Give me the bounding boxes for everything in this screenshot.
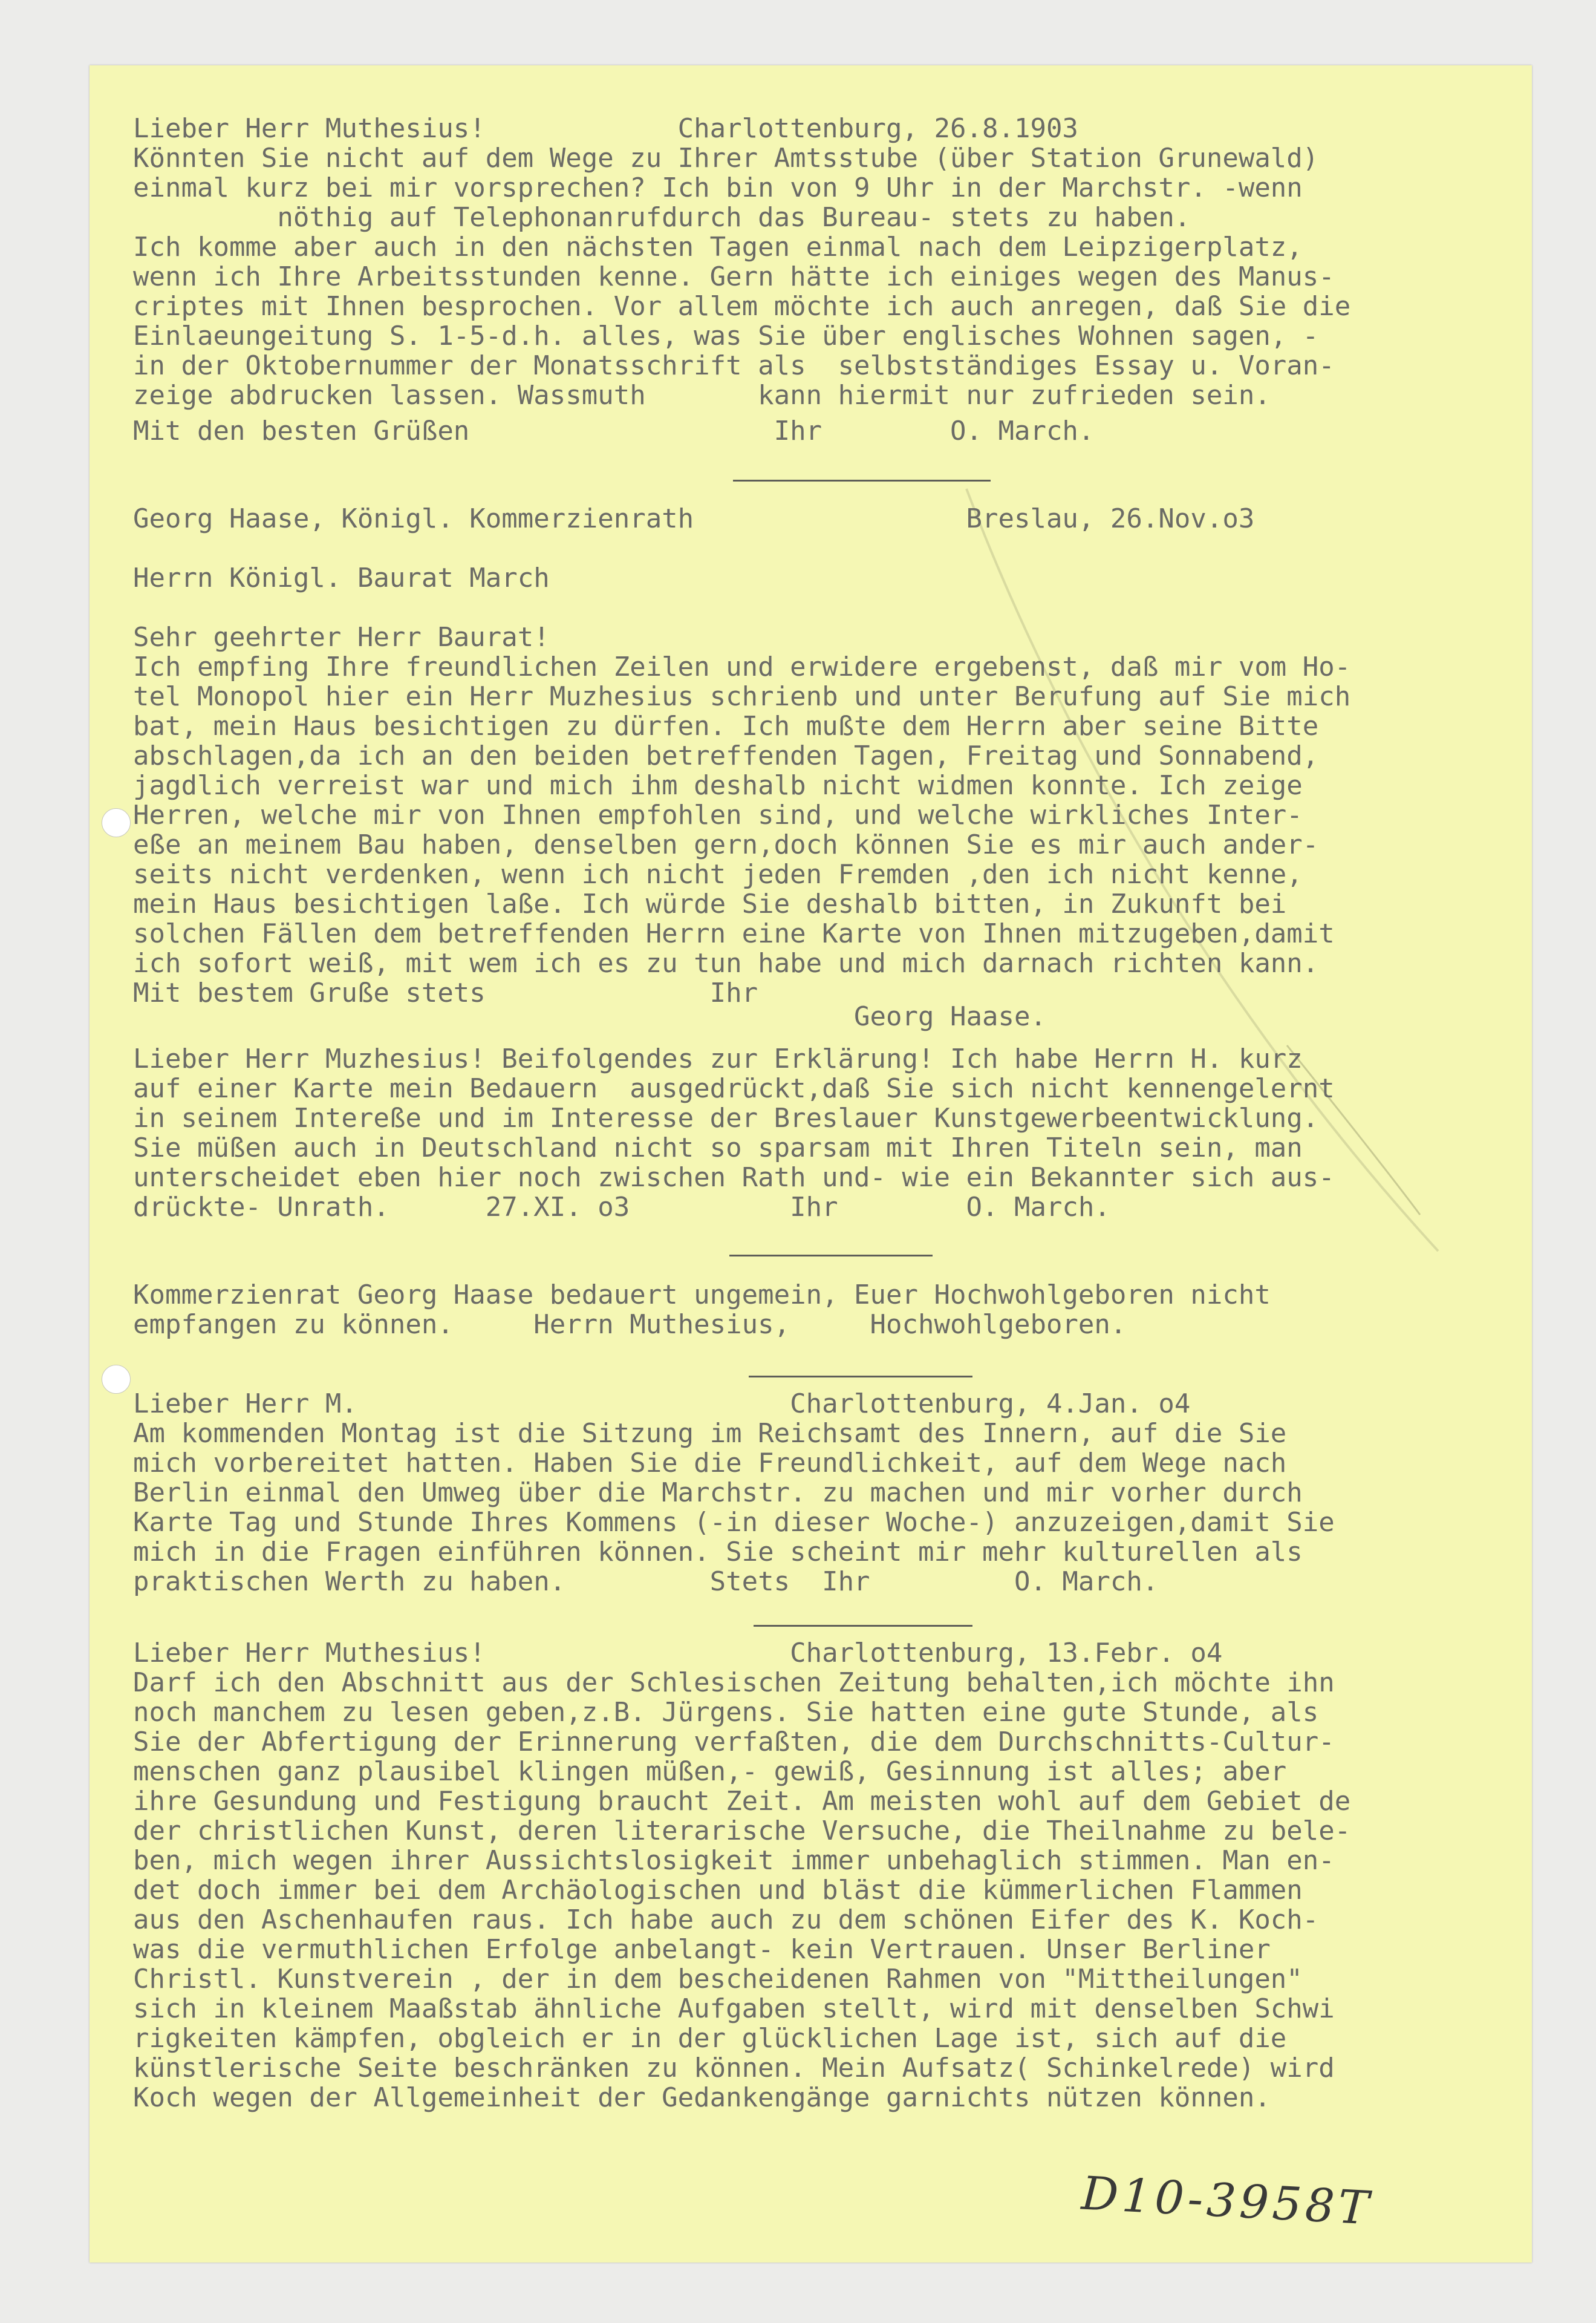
letter1-line-10: zeige abdrucken lassen. Wassmuth kann hiermit nur zufrieden sein. [133,380,1271,411]
separator-rule [733,480,991,482]
punch-hole-upper [102,808,131,837]
note1-line-3: in seinem Intereße und im Interesse der Breslauer Kunstgewerbeentwicklung. [133,1103,1319,1134]
letter3-line-3: mich vorbereitet hatten. Haben Sie die Freundlichkeit, auf dem Wege nach [133,1448,1287,1478]
letter4-line-16: Koch wegen der Allgemeinheit der Gedankengänge garnichts nützen können. [133,2082,1271,2113]
letter2-line-14: mein Haus besichtigen laße. Ich würde Sie deshalb bitten, in Zukunft bei [133,889,1287,920]
letter2-line-17: Mit bestem Gruße stets Ihr [133,978,758,1008]
document-page [90,65,1532,2263]
letter2-line-18: Georg Haase. [133,1001,1046,1032]
letter2-line-15: solchen Fällen dem betreffenden Herrn eine Karte von Ihnen mitzugeben,damit [133,918,1335,949]
letter2-line-16: ich sofort weiß, mit wem ich es zu tun habe und mich darnach richten kann. [133,948,1319,979]
letter4-line-2: Darf ich den Abschnitt aus der Schlesischen Zeitung behalten,ich möchte ihn [133,1667,1335,1698]
letter1-line-1: Lieber Herr Muthesius! Charlottenburg, 26.8.1903 [133,113,1078,144]
letter2-line-7: tel Monopol hier ein Herr Muzhesius schrienb und unter Berufung auf Sie mich [133,681,1351,712]
letter4-line-5: menschen ganz plausibel klingen müßen,- gewiß, Gesinnung ist alles; aber [133,1756,1287,1787]
letter1-line-2: Könnten Sie nicht auf dem Wege zu Ihrer Amtsstube (über Station Grunewald) [133,143,1319,174]
letter3-line-1: Lieber Herr M. Charlottenburg, 4.Jan. o4 [133,1388,1191,1419]
note1-line-1: Lieber Herr Muzhesius! Beifolgendes zur Erklärung! Ich habe Herrn H. kurz [133,1044,1303,1074]
note1-line-2: auf einer Karte mein Bedauern ausgedrückt,daß Sie sich nicht kennengelernt [133,1073,1335,1104]
letter4-line-12: Christl. Kunstverein , der in dem bescheidenen Rahmen von "Mittheilungen" [133,1964,1303,1995]
separator-rule [729,1255,933,1256]
letter4-line-11: was die vermuthlichen Erfolge anbelangt- kein Vertrauen. Unser Berliner [133,1934,1271,1965]
letter4-line-4: Sie der Abfertigung der Erinnerung verfaßten, die dem Durchschnitts-Cultur- [133,1727,1335,1757]
letter1-line-6: wenn ich Ihre Arbeitsstunden kenne. Gern hätte ich einiges wegen des Manus- [133,261,1335,292]
separator-rule [749,1376,972,1377]
letter1-line-8: Einlaeungeitung S. 1-5-d.h. alles, was Sie über englisches Wohnen sagen, - [133,321,1319,351]
letter2-line-5: Sehr geehrter Herr Baurat! [133,622,550,653]
letter2-line-9: abschlagen,da ich an den beiden betreffenden Tagen, Freitag und Sonnabend, [133,740,1319,771]
card-line-2: empfangen zu können. Herrn Muthesius, Hochwohlgeboren. [133,1309,1127,1340]
letter2-line-10: jagdlich verreist war und mich ihm deshalb nicht widmen konnte. Ich zeige [133,770,1303,801]
letter1-line-4: nöthig auf Telephonanrufdurch das Bureau- stets zu haben. [133,202,1191,233]
letter1-line-9: in der Oktobernummer der Monatsschrift als selbstständiges Essay u. Voran- [133,350,1335,381]
letter4-line-1: Lieber Herr Muthesius! Charlottenburg, 13.Febr. o4 [133,1638,1223,1668]
punch-hole-lower [102,1365,131,1394]
letter4-line-15: künstlerische Seite beschränken zu können. Mein Aufsatz( Schinkelrede) wird [133,2053,1335,2083]
letter1-line-3: einmal kurz bei mir vorsprechen? Ich bin von 9 Uhr in der Marchstr. -wenn [133,172,1303,203]
card-line-1: Kommerzienrat Georg Haase bedauert ungemein, Euer Hochwohlgeboren nicht [133,1279,1271,1310]
letter4-line-3: noch manchem zu lesen geben,z.B. Jürgens. Sie hatten eine gute Stunde, als [133,1697,1319,1728]
letter4-line-7: der christlichen Kunst, deren literarische Versuche, die Theilnahme zu bele- [133,1815,1351,1846]
letter1-line-5: Ich komme aber auch in den nächsten Tagen einmal nach dem Leipzigerplatz, [133,232,1303,263]
letter4-line-9: det doch immer bei dem Archäologischen und bläst die kümmerlichen Flammen [133,1875,1303,1906]
letter3-line-6: mich in die Fragen einführen können. Sie scheint mir mehr kulturellen als [133,1537,1303,1567]
letter2-line-3: Herrn Königl. Baurat March [133,563,550,593]
letter3-line-2: Am kommenden Montag ist die Sitzung im Reichsamt des Innern, auf die Sie [133,1418,1287,1449]
letter1-line-7: criptes mit Ihnen besprochen. Vor allem möchte ich auch anregen, daß Sie die [133,291,1351,322]
note1-line-4: Sie müßen auch in Deutschland nicht so sparsam mit Ihren Titeln sein, man [133,1132,1303,1163]
note1-line-5: unterscheidet eben hier noch zwischen Rath und- wie ein Bekannter sich aus- [133,1162,1335,1193]
letter4-line-13: sich in kleinem Maaßstab ähnliche Aufgaben stellt, wird mit denselben Schwi [133,1993,1335,2024]
letter2-line-12: eße an meinem Bau haben, denselben gern,doch können Sie es mir auch ander- [133,829,1319,860]
letter4-line-14: rigkeiten kämpfen, obgleich er in der glücklichen Lage ist, sich auf die [133,2023,1287,2054]
letter1-line-11: Mit den besten Grüßen Ihr O. March. [133,416,1095,446]
letter2-line-13: seits nicht verdenken, wenn ich nicht jeden Fremden ,den ich nicht kenne, [133,859,1303,890]
letter4-line-8: ben, mich wegen ihrer Aussichtslosigkeit immer unbehaglich stimmen. Man en- [133,1845,1335,1876]
separator-rule [754,1625,972,1627]
letter3-line-7: praktischen Werth zu haben. Stets Ihr O. March. [133,1566,1159,1597]
letter2-line-8: bat, mein Haus besichtigen zu dürfen. Ich mußte dem Herrn aber seine Bitte [133,711,1319,742]
note1-line-6: drückte- Unrath. 27.XI. o3 Ihr O. March. [133,1192,1110,1223]
archive-signature: D10-3958T [1080,2166,1374,2235]
letter2-line-1: Georg Haase, Königl. Kommerzienrath Breslau, 26.Nov.o3 [133,503,1255,534]
letter4-line-6: ihre Gesundung und Festigung braucht Zeit. Am meisten wohl auf dem Gebiet de [133,1786,1351,1817]
letter2-line-6: Ich empfing Ihre freundlichen Zeilen und erwidere ergebenst, daß mir vom Ho- [133,652,1351,682]
letter2-line-11: Herren, welche mir von Ihnen empfohlen sind, und welche wirkliches Inter- [133,800,1303,831]
letter3-line-5: Karte Tag und Stunde Ihres Kommens (-in dieser Woche-) anzuzeigen,damit Sie [133,1507,1335,1538]
letter3-line-4: Berlin einmal den Umweg über die Marchstr. zu machen und mir vorher durch [133,1477,1303,1508]
letter4-line-10: aus den Aschenhaufen raus. Ich habe auch zu dem schönen Eifer des K. Koch- [133,1904,1319,1935]
